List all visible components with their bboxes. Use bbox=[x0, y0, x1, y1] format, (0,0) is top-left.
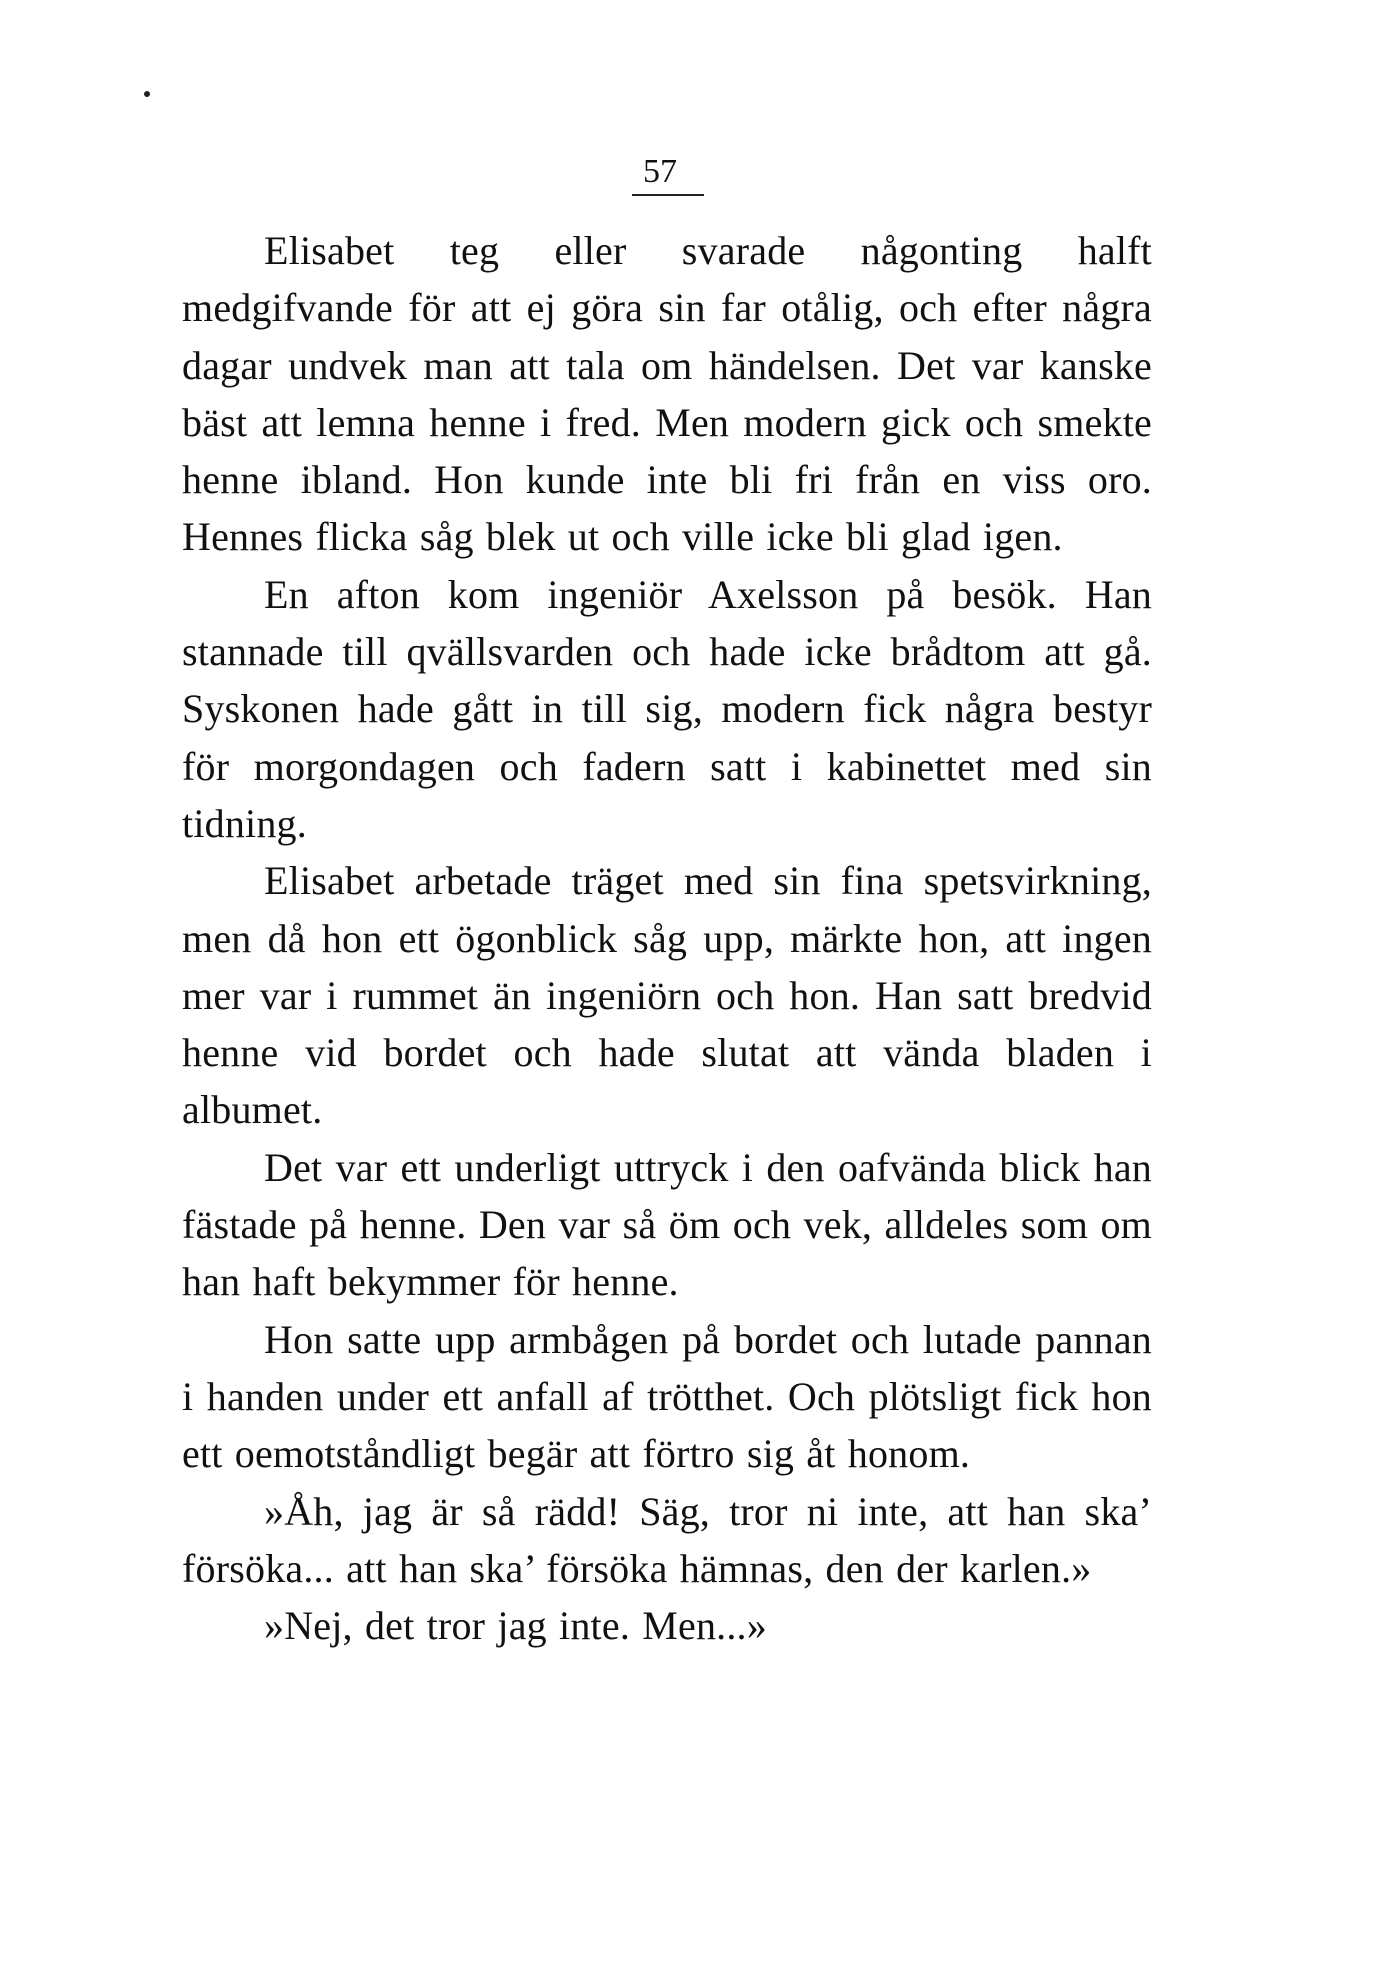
paragraph-5: Hon satte upp armbågen på bordet och lutade pannan i handen under ett anfall af trötthet. Och plötsligt fick hon ett oemotståndligt begär att förtro sig åt honom. bbox=[182, 1316, 1152, 1477]
paragraph-6: »Åh, jag är så rädd! Säg, tror ni inte, att han ska’ försöka... att han ska’ försöka hämnas, den der karlen.» bbox=[182, 1488, 1152, 1591]
paragraph-1: Elisabet teg eller svarade någonting halft medgifvande för att ej göra sin far otålig, och efter några dagar undvek man att tala om händelsen. Det var kanske bäst att lemna henne i fred. Men modern gick och smekte henne ibland. Hon kunde inte bli fri från en viss oro. Hennes flicka såg blek ut och ville icke bli glad igen. bbox=[182, 228, 1152, 560]
paragraph-2: En afton kom ingeniör Axelsson på besök. Han stannade till qvällsvarden och hade icke brådtom att gå. Syskonen hade gått in till sig, modern fick några bestyr för morgondagen och fadern satt i kabinettet med sin tidning. bbox=[182, 571, 1152, 846]
paragraph-4: Det var ett underligt uttryck i den oafvända blick han fästade på henne. Den var så öm och vek, alldeles som om han haft bekymmer för henne. bbox=[182, 1144, 1152, 1305]
page-number: 57 bbox=[643, 153, 677, 190]
page-number-rule bbox=[632, 194, 704, 196]
ink-dot bbox=[144, 91, 150, 97]
paragraph-7: »Nej, det tror jag inte. Men...» bbox=[264, 1603, 767, 1649]
paragraph-3: Elisabet arbetade träget med sin fina spetsvirkning, men då hon ett ögonblick såg upp, märkte hon, att ingen mer var i rummet än ingeniörn och hon. Han satt bredvid henne vid bordet och hade slutat att vända bladen i albumet. bbox=[182, 858, 1152, 1133]
body-text bbox=[182, 222, 1152, 1654]
